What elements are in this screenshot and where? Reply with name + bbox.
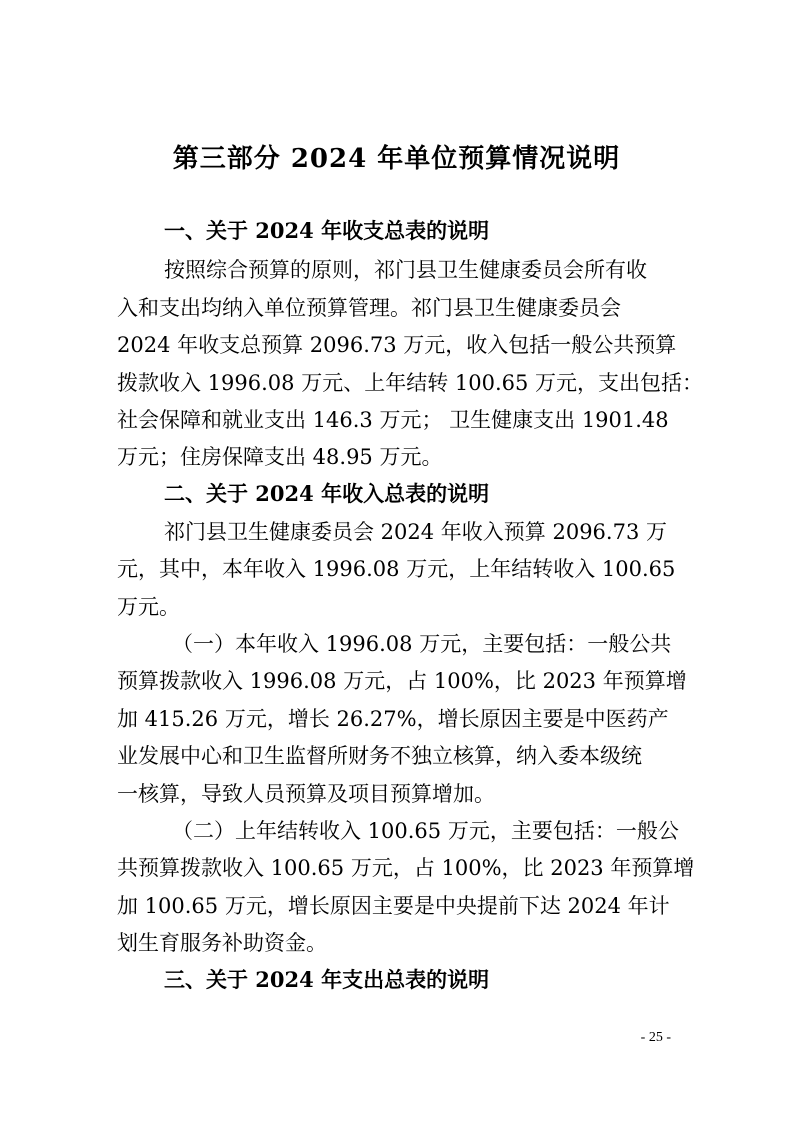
paragraph-line: 加 100.65 万元，增长原因主要是中央提前下达 2024 年计 [117, 894, 670, 918]
paragraph-line: 祁门县卫生健康委员会 2024 年收入预算 2096.73 万 [164, 520, 667, 544]
paragraph-line: 万元。 [117, 595, 180, 619]
paragraph-line: 预算拨款收入 1996.08 万元，占 100%，比 2023 年预算增 [117, 669, 687, 693]
paragraph-line: （一）本年收入 1996.08 万元，主要包括：一般公共 [172, 632, 672, 656]
paragraph-line: 入和支出均纳入单位预算管理。祁门县卫生健康委员会 [117, 296, 621, 320]
paragraph-line: 业发展中心和卫生监督所财务不独立核算，纳入委本级统 [117, 744, 642, 768]
page-number: - 25 - [640, 1030, 671, 1045]
paragraph-line: 拨款收入 1996.08 万元、上年结转 100.65 万元，支出包括： [117, 371, 704, 395]
paragraph-line: 共预算拨款收入 100.65 万元，占 100%，比 2023 年预算增 [117, 856, 695, 880]
section-heading-3: 三、关于 2024 年支出总表的说明 [164, 967, 490, 992]
page-title: 第三部分 2024 年单位预算情况说明 [172, 144, 621, 174]
paragraph-line: 2024 年收支总预算 2096.73 万元，收入包括一般公共预算 [117, 333, 677, 357]
paragraph-line: 元，其中，本年收入 1996.08 万元，上年结转收入 100.65 [117, 557, 676, 581]
section-heading-1: 一、关于 2024 年收支总表的说明 [164, 218, 490, 243]
paragraph-line: 万元；住房保障支出 48.95 万元。 [117, 445, 443, 469]
paragraph-line: 一核算，导致人员预算及项目预算增加。 [117, 782, 495, 806]
paragraph-line: 加 415.26 万元，增长 26.27%，增长原因主要是中医药产 [117, 707, 669, 731]
paragraph-line: 划生育服务补助资金。 [117, 931, 327, 955]
paragraph-line: （二）上年结转收入 100.65 万元，主要包括：一般公 [172, 819, 679, 843]
paragraph-line: 按照综合预算的原则，祁门县卫生健康委员会所有收 [164, 258, 647, 282]
section-heading-2: 二、关于 2024 年收入总表的说明 [164, 481, 490, 506]
paragraph-line: 社会保障和就业支出 146.3 万元； 卫生健康支出 1901.48 [117, 408, 669, 432]
